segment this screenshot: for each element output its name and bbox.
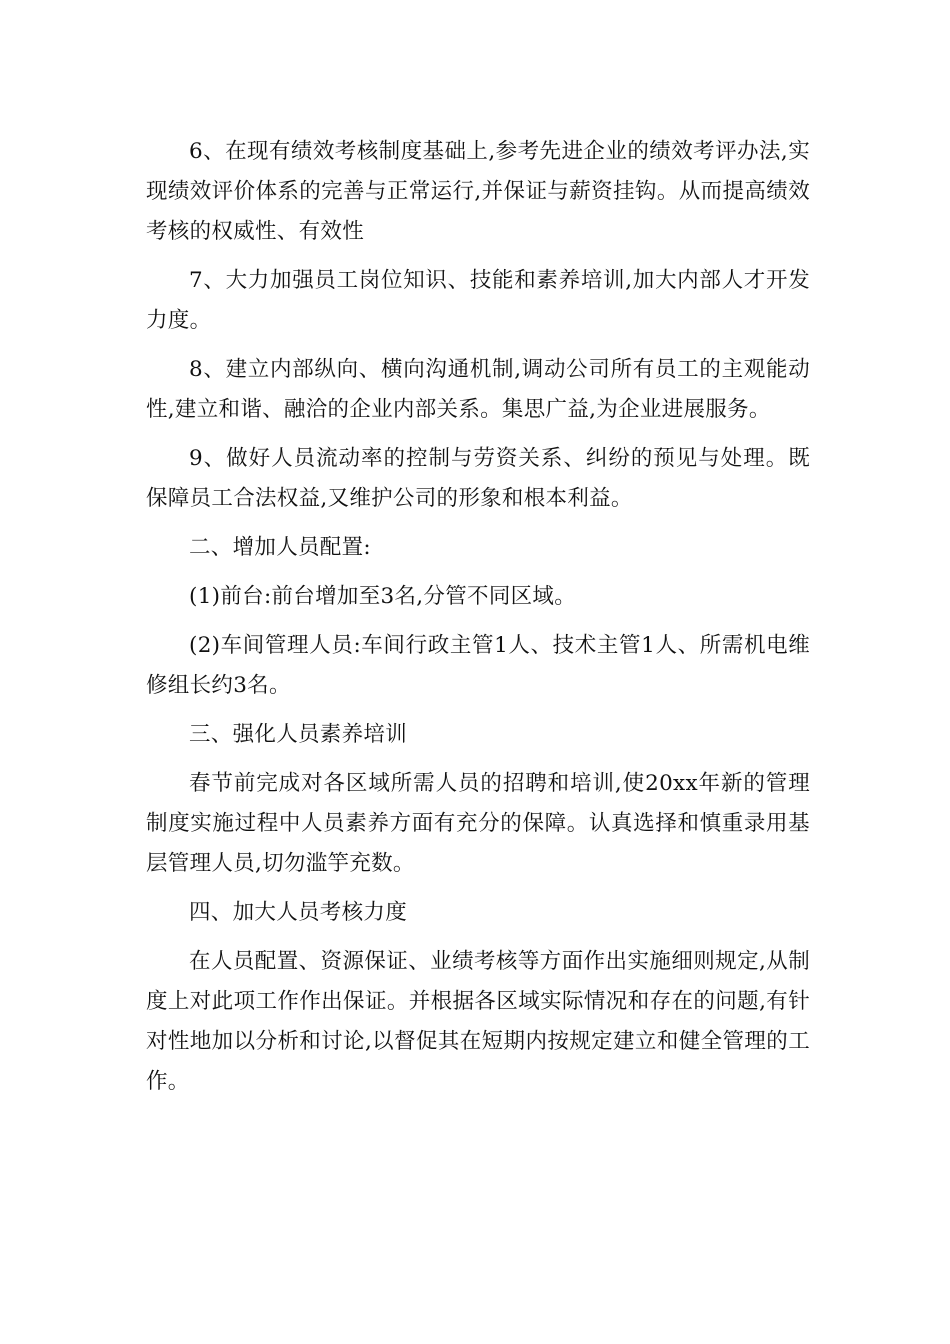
list-item-front-desk: (1)前台:前台增加至3名,分管不同区域。 [189,584,577,609]
paragraph-item-8: 8、建立内部纵向、横向沟通机制,调动公司所有员工的主观能动性,建立和谐、融洽的企业内部关系。集思广益,为企业进展服务。 [146,357,810,422]
section-heading-staffing: 二、增加人员配置: [189,535,371,560]
list-item-workshop-management: (2)车间管理人员:车间行政主管1人、技术主管1人、所需机电维修组长约3名。 [146,633,810,698]
paragraph-assessment-body: 在人员配置、资源保证、业绩考核等方面作出实施细则规定,从制度上对此项工作作出保证。并根据各区域实际情况和存在的问题,有针对性地加以分析和讨论,以督促其在短期内按规定建立和健全管理的工作。 [146,949,810,1094]
section-heading-training: 三、强化人员素养培训 [189,722,408,747]
paragraph-item-9: 9、做好人员流动率的控制与劳资关系、纠纷的预见与处理。既保障员工合法权益,又维护公司的形象和根本利益。 [146,446,810,511]
paragraph-training-body: 春节前完成对各区域所需人员的招聘和培训,使20xx年新的管理制度实施过程中人员素养方面有充分的保障。认真选择和慎重录用基层管理人员,切勿滥竽充数。 [146,771,810,876]
document-page [146,132,810,1111]
section-heading-assessment: 四、加大人员考核力度 [189,900,408,925]
paragraph-item-7: 7、大力加强员工岗位知识、技能和素养培训,加大内部人才开发力度。 [146,268,810,333]
paragraph-item-6: 6、在现有绩效考核制度基础上,参考先进企业的绩效考评办法,实现绩效评价体系的完善与正常运行,并保证与薪资挂钩。从而提高绩效考核的权威性、有效性 [146,139,810,244]
